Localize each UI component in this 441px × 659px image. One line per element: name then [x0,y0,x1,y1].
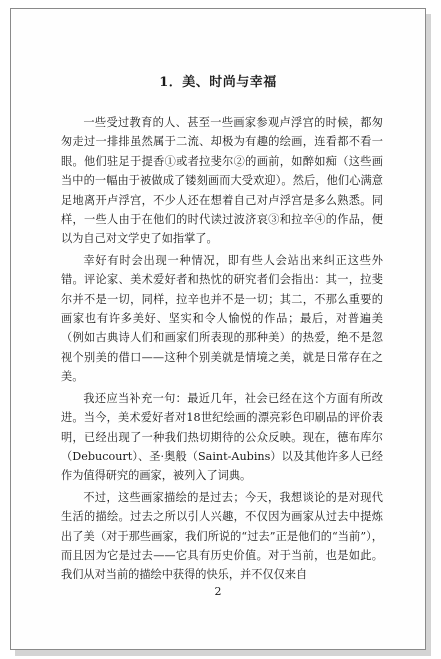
body-text [61,113,383,585]
page-number: 2 [214,585,222,598]
book-page [10,8,426,650]
paragraph-3: 我还应当补充一句：最近几年，社会已经在这个方面有所改进。当今，美术爱好者对18世纪绘画的漂亮彩色印刷品的评价表明，已经出现了一种我们热切期待的公众反映。现在，德布库尔（Debucourt）、圣·奥般（Saint-Aubins）以及其他许多人已经作为值得研究的画家，被列入了词典。 [61,391,383,483]
paragraph-2: 幸好有时会出现一种情况，即有些人会站出来纠正这些外错。评论家、美术爱好者和热忱的研究者们会指出：其一，拉斐尔并不是一切，同样，拉辛也并不是一切；其二，不那么重要的画家也有许多美好、坚实和令人愉悦的作品；最后，对普遍美（例如古典诗人们和画家们所表现的那种美）的热爱，绝不是忽视个别美的借口——这种个别美就是情境之美，就是日常存在之美。 [61,253,383,384]
chapter-title: 1．美、时尚与幸福 [159,75,277,90]
paragraph-4: 不过，这些画家描绘的是过去；今天，我想谈论的是对现代生活的描绘。过去之所以引人兴趣，不仅因为画家从过去中提炼出了美（对于那些画家，我们所说的“过去”正是他们的“当前”），而且因为它是过去——它具有历史价值。对于当前，也是如此。我们从对当前的描绘中获得的快乐，并不仅仅来自 [61,490,383,582]
paragraph-1: 一些受过教育的人、甚至一些画家参观卢浮宫的时候，都匆匆走过一排排虽然属于二流、却极为有趣的绘画，连看都不看一眼。他们驻足于提香①或者拉斐尔②的画前，如醉如痴（这些画当中的一幅由于被做成了镂刻画而大受欢迎）。然后，他们心满意足地离开卢浮宫，不少人还在想着自己对卢浮宫是多么熟悉。同样，一些人由于在他们的时代读过波济哀③和拉辛④的作品，便以为自己对文学史了如指掌了。 [61,116,383,246]
